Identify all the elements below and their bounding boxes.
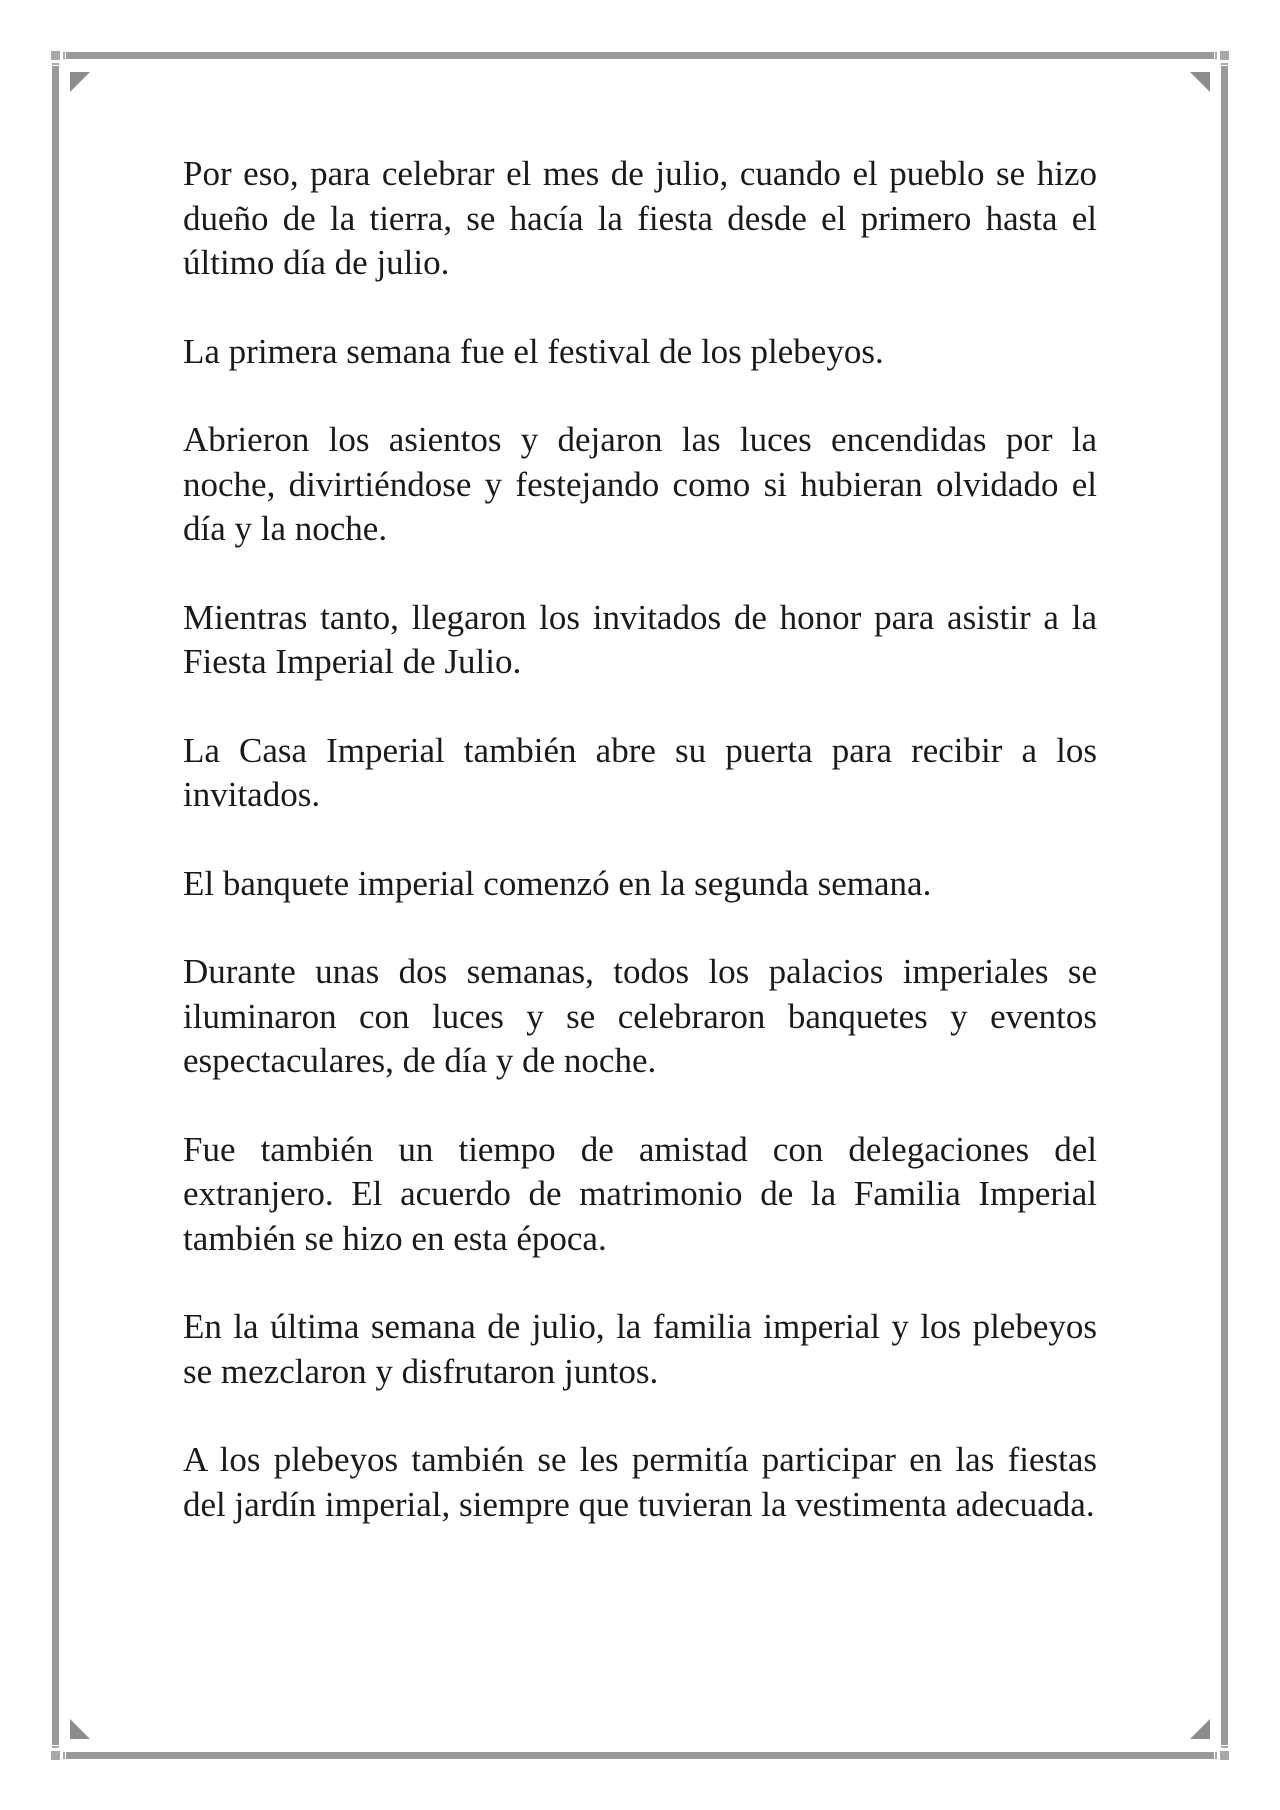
paragraph-6: El banquete imperial comenzó en la segunda semana. — [183, 863, 932, 903]
paragraph-10: A los plebeyos también se les permitía participar en las fiestas del jardín imperial, siempre que tuvieran la vestimenta adecuada. — [183, 1440, 1097, 1524]
corner-triangle-bottom-left — [70, 1719, 90, 1739]
corner-triangle-bottom-right — [1190, 1719, 1210, 1739]
paragraph-2: La primera semana fue el festival de los plebeyos. — [183, 331, 884, 371]
paragraph-3: Abrieron los asientos y dejaron las luces encendidas por la noche, divirtiéndose y festejando como si hubieran olvidado el día y la noche. — [183, 420, 1097, 548]
paragraph-8: Fue también un tiempo de amistad con delegaciones del extranjero. El acuerdo de matrimonio de la Familia Imperial también se hizo en esta época. — [183, 1129, 1097, 1258]
paragraph-5: La Casa Imperial también abre su puerta para recibir a los invitados. — [183, 730, 1097, 814]
paragraph-9: En la última semana de julio, la familia imperial y los plebeyos se mezclaron y disfrutaron juntos. — [183, 1307, 1097, 1391]
corner-triangle-top-left — [70, 72, 90, 92]
paragraph-4: Mientras tanto, llegaron los invitados de honor para asistir a la Fiesta Imperial de Julio. — [183, 597, 1097, 681]
paragraph-1: Por eso, para celebrar el mes de julio, cuando el pueblo se hizo dueño de la tierra, se hacía la fiesta desde el primero hasta el último día de julio. — [183, 154, 1097, 282]
corner-triangle-top-right — [1190, 72, 1210, 92]
paragraph-7: Durante unas dos semanas, todos los palacios imperiales se iluminaron con luces y se celebraron banquetes y eventos espectaculares, de día y de noche. — [183, 952, 1097, 1080]
page-body-text — [183, 152, 1097, 1571]
